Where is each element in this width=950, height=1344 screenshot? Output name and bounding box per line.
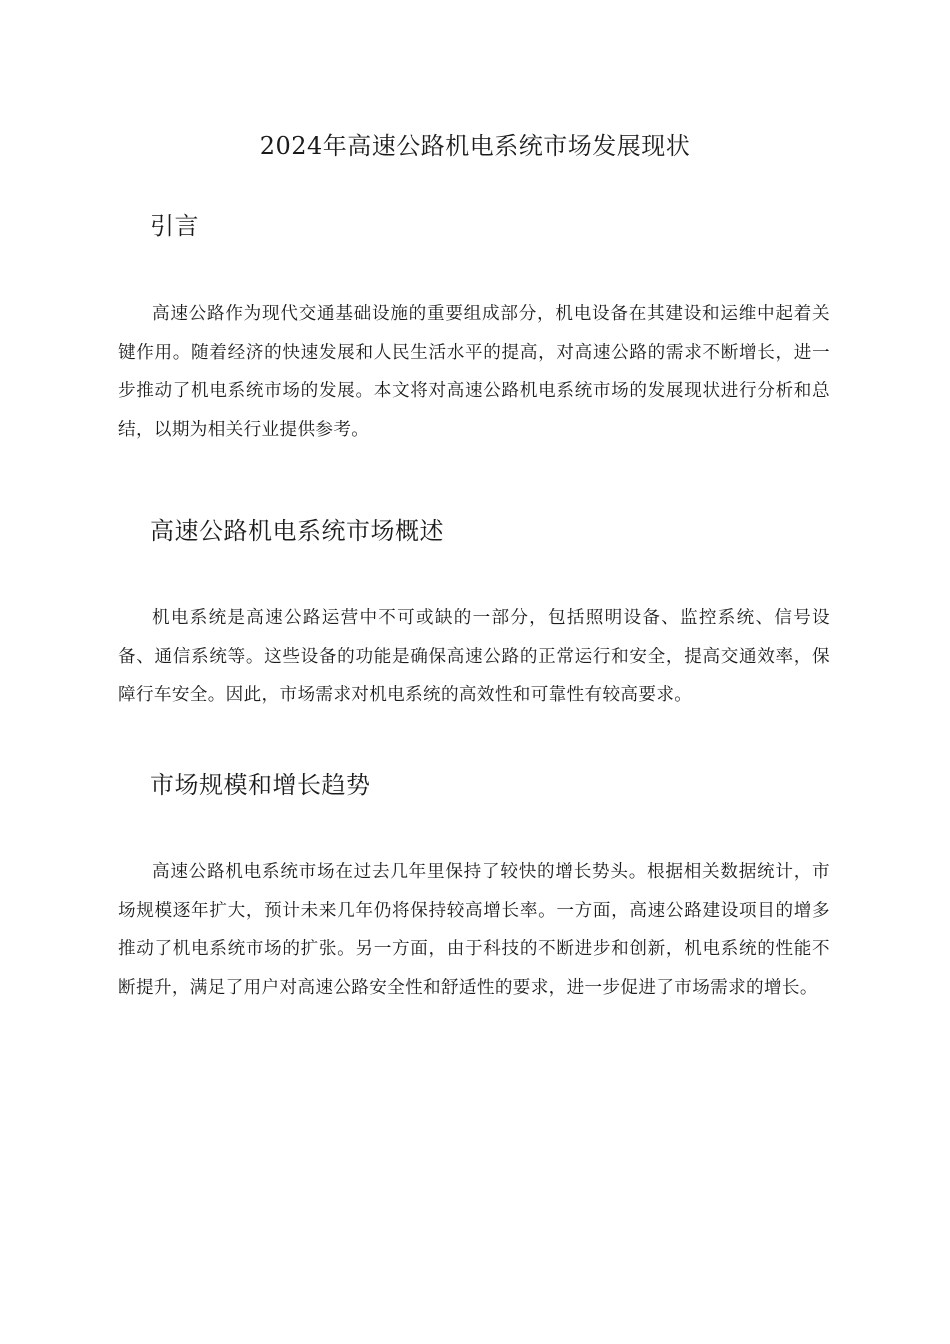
section-paragraph-market-size-growth: 高速公路机电系统市场在过去几年里保持了较快的增长势头。根据相关数据统计，市场规模逐年扩大，预计未来几年仍将保持较高增长率。一方面，高速公路建设项目的增多推动了机电系统市场的扩张。另一方面，由于科技的不断进步和创新，机电系统的性能不断提升，满足了用户对高速公路安全性和舒适性的要求，进一步促进了市场需求的增长。 [118,862,830,998]
section-heading-market-size-growth: 市场规模和增长趋势 [150,771,371,799]
section-heading-introduction: 引言 [150,212,199,240]
section-paragraph-introduction: 高速公路作为现代交通基础设施的重要组成部分，机电设备在其建设和运维中起着关键作用。随着经济的快速发展和人民生活水平的提高，对高速公路的需求不断增长，进一步推动了机电系统市场的发展。本文将对高速公路机电系统市场的发展现状进行分析和总结，以期为相关行业提供参考。 [118,304,830,440]
document-title: 2024年高速公路机电系统市场发展现状 [259,132,691,160]
section-paragraph-market-overview: 机电系统是高速公路运营中不可或缺的一部分，包括照明设备、监控系统、信号设备、通信系统等。这些设备的功能是确保高速公路的正常运行和安全，提高交通效率，保障行车安全。因此，市场需求对机电系统的高效性和可靠性有较高要求。 [118,608,830,706]
section-heading-market-overview: 高速公路机电系统市场概述 [150,517,444,545]
